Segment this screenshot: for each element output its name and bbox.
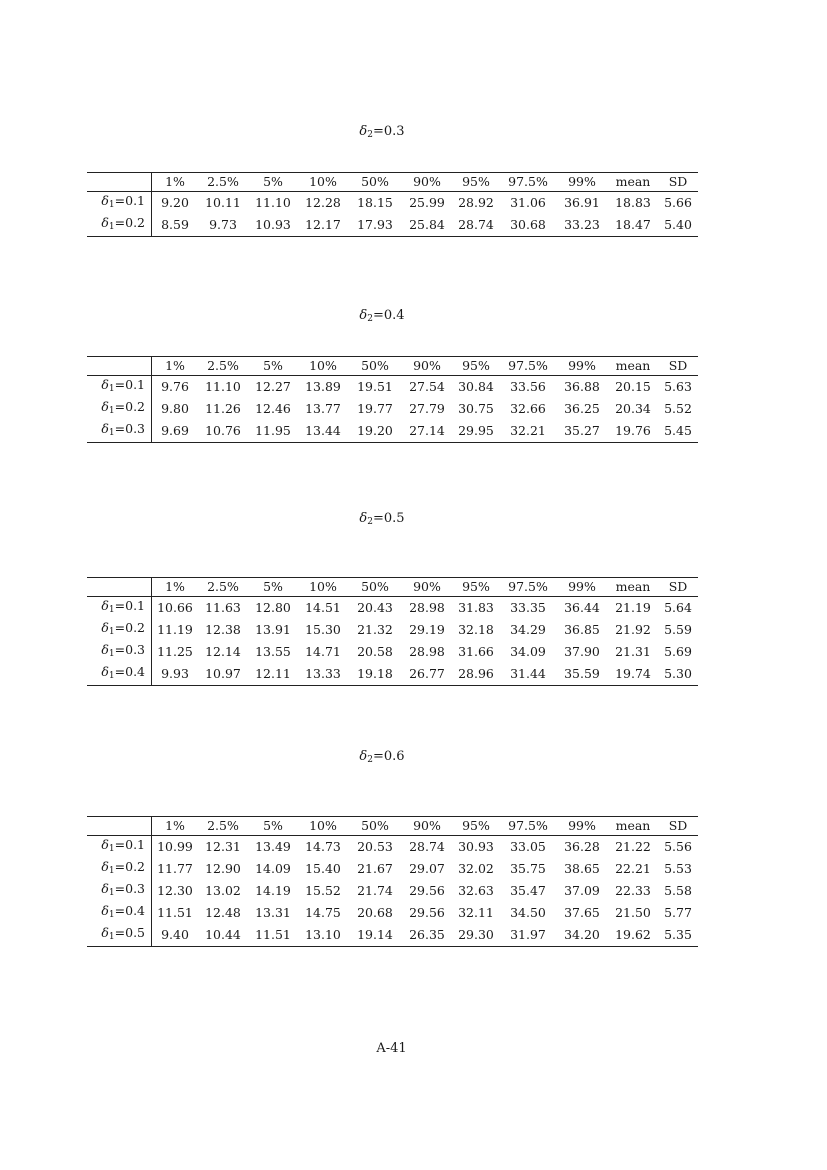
cell: 9.76	[161, 379, 189, 394]
table-title-delta2-0.3: $\delta_2=0.3$	[359, 124, 405, 140]
cell: 20.34	[615, 401, 651, 416]
col-header: 99%	[556, 817, 608, 836]
cell: 18.83	[615, 195, 651, 210]
cell: 13.89	[305, 379, 341, 394]
cell: 31.06	[510, 195, 546, 210]
cell: 35.27	[556, 420, 608, 443]
cell: 22.21	[615, 861, 651, 876]
row-label: δ1=0.1	[87, 376, 152, 399]
cell: 32.66	[510, 401, 546, 416]
cell: 12.46	[255, 401, 291, 416]
table-row	[87, 214, 698, 237]
col-header: SD	[658, 357, 698, 376]
cell: 21.67	[357, 861, 393, 876]
col-header: 10%	[298, 578, 348, 597]
cell: 36.28	[564, 839, 600, 854]
cell: 28.92	[458, 195, 494, 210]
cell: 28.74	[452, 214, 500, 237]
cell: 31.66	[458, 644, 494, 659]
cell: 25.99	[409, 195, 445, 210]
row-label-header	[87, 357, 152, 376]
row-label: δ1=0.2	[87, 619, 152, 641]
cell: 20.53	[357, 839, 393, 854]
cell: 32.63	[458, 883, 494, 898]
cell: 32.18	[458, 622, 494, 637]
cell: 37.09	[564, 883, 600, 898]
cell: 35.75	[510, 861, 546, 876]
cell: 36.85	[564, 622, 600, 637]
cell: 19.20	[348, 420, 402, 443]
table-row	[87, 398, 698, 420]
cell: 30.93	[458, 839, 494, 854]
table-row	[87, 663, 698, 686]
table-row	[87, 836, 698, 859]
cell: 11.51	[248, 924, 298, 947]
cell: 11.10	[255, 195, 291, 210]
col-header: 1%	[152, 357, 199, 376]
col-header: 95%	[452, 578, 500, 597]
col-header: SD	[658, 173, 698, 192]
quantile-table-delta2-0.6	[87, 816, 698, 947]
cell: 34.29	[510, 622, 546, 637]
table-title-delta2-0.4: $\delta_2=0.4$	[359, 308, 405, 324]
table-row	[87, 619, 698, 641]
cell: 27.14	[402, 420, 452, 443]
table-row	[87, 641, 698, 663]
cell: 20.68	[357, 905, 393, 920]
cell: 9.93	[152, 663, 199, 686]
cell: 14.51	[305, 600, 341, 615]
cell: 33.05	[510, 839, 546, 854]
cell: 33.56	[510, 379, 546, 394]
col-header: 10%	[298, 173, 348, 192]
table-title-delta2-0.6: $\delta_2=0.6$	[359, 749, 405, 765]
col-header: mean	[608, 817, 658, 836]
cell: 11.26	[205, 401, 241, 416]
cell: 20.58	[357, 644, 393, 659]
col-header: 10%	[298, 817, 348, 836]
cell: 18.15	[357, 195, 393, 210]
cell: 20.15	[615, 379, 651, 394]
cell: 21.50	[615, 905, 651, 920]
cell: 29.56	[409, 905, 445, 920]
table-row	[87, 858, 698, 880]
col-header: 97.5%	[500, 173, 556, 192]
cell: 21.22	[615, 839, 651, 854]
cell: 21.32	[357, 622, 393, 637]
col-header: mean	[608, 173, 658, 192]
cell: 31.44	[500, 663, 556, 686]
cell: 5.30	[658, 663, 698, 686]
cell: 12.14	[205, 644, 241, 659]
table-row	[87, 376, 698, 399]
cell: 19.62	[608, 924, 658, 947]
cell: 5.58	[664, 883, 692, 898]
row-label: δ1=0.3	[87, 880, 152, 902]
cell: 11.95	[248, 420, 298, 443]
table-row	[87, 902, 698, 924]
table-row	[87, 880, 698, 902]
row-label: δ1=0.2	[87, 398, 152, 420]
cell: 11.63	[205, 600, 241, 615]
cell: 28.98	[409, 600, 445, 615]
cell: 35.59	[556, 663, 608, 686]
col-header: 1%	[152, 578, 199, 597]
cell: 36.88	[564, 379, 600, 394]
cell: 26.35	[402, 924, 452, 947]
cell: 19.76	[608, 420, 658, 443]
cell: 12.27	[255, 379, 291, 394]
row-label-header	[87, 173, 152, 192]
cell: 29.95	[452, 420, 500, 443]
cell: 12.90	[205, 861, 241, 876]
cell: 13.31	[255, 905, 291, 920]
cell: 5.45	[658, 420, 698, 443]
col-header: 97.5%	[500, 357, 556, 376]
cell: 13.49	[255, 839, 291, 854]
col-header: 50%	[348, 817, 402, 836]
col-header: mean	[608, 578, 658, 597]
cell: 10.44	[198, 924, 248, 947]
row-label-header	[87, 578, 152, 597]
cell: 21.31	[615, 644, 651, 659]
col-header: 1%	[152, 817, 199, 836]
cell: 11.77	[157, 861, 193, 876]
cell: 33.23	[556, 214, 608, 237]
cell: 13.44	[298, 420, 348, 443]
row-label-header	[87, 817, 152, 836]
cell: 5.59	[664, 622, 692, 637]
cell: 5.69	[664, 644, 692, 659]
col-header: 90%	[402, 173, 452, 192]
col-header: mean	[608, 357, 658, 376]
cell: 12.30	[157, 883, 193, 898]
cell: 5.35	[658, 924, 698, 947]
cell: 15.30	[305, 622, 341, 637]
col-header: 95%	[452, 173, 500, 192]
cell: 12.38	[205, 622, 241, 637]
table-header-row	[87, 173, 698, 192]
cell: 36.25	[564, 401, 600, 416]
table-header-row	[87, 817, 698, 836]
cell: 13.33	[298, 663, 348, 686]
cell: 5.52	[664, 401, 692, 416]
cell: 10.97	[198, 663, 248, 686]
col-header: 99%	[556, 578, 608, 597]
quantile-table-delta2-0.3	[87, 172, 698, 237]
page-number: A-41	[376, 1041, 407, 1056]
col-header: 95%	[452, 817, 500, 836]
col-header: 90%	[402, 817, 452, 836]
col-header: 97.5%	[500, 578, 556, 597]
cell: 14.75	[305, 905, 341, 920]
cell: 19.51	[357, 379, 393, 394]
cell: 28.98	[409, 644, 445, 659]
table-header-row	[87, 357, 698, 376]
col-header: 95%	[452, 357, 500, 376]
cell: 33.35	[510, 600, 546, 615]
cell: 21.74	[357, 883, 393, 898]
cell: 27.79	[409, 401, 445, 416]
row-label: δ1=0.1	[87, 192, 152, 215]
row-label: δ1=0.2	[87, 858, 152, 880]
cell: 5.64	[664, 600, 692, 615]
col-header: 5%	[248, 173, 298, 192]
cell: 21.92	[615, 622, 651, 637]
cell: 22.33	[615, 883, 651, 898]
cell: 26.77	[402, 663, 452, 686]
col-header: 50%	[348, 578, 402, 597]
row-label: δ1=0.1	[87, 836, 152, 859]
col-header: SD	[658, 817, 698, 836]
cell: 28.74	[409, 839, 445, 854]
table-row	[87, 192, 698, 215]
cell: 14.73	[305, 839, 341, 854]
cell: 37.90	[564, 644, 600, 659]
row-label: δ1=0.2	[87, 214, 152, 237]
row-label: δ1=0.5	[87, 924, 152, 947]
cell: 14.19	[255, 883, 291, 898]
cell: 30.84	[458, 379, 494, 394]
cell: 12.28	[305, 195, 341, 210]
cell: 13.02	[205, 883, 241, 898]
cell: 32.11	[458, 905, 494, 920]
table-row	[87, 420, 698, 443]
col-header: 90%	[402, 578, 452, 597]
cell: 38.65	[564, 861, 600, 876]
cell: 10.93	[248, 214, 298, 237]
cell: 9.80	[161, 401, 189, 416]
col-header: 50%	[348, 173, 402, 192]
cell: 37.65	[564, 905, 600, 920]
cell: 31.97	[500, 924, 556, 947]
col-header: 2.5%	[198, 578, 248, 597]
cell: 27.54	[409, 379, 445, 394]
row-label: δ1=0.4	[87, 663, 152, 686]
cell: 34.50	[510, 905, 546, 920]
cell: 34.20	[556, 924, 608, 947]
col-header: 5%	[248, 578, 298, 597]
cell: 29.07	[409, 861, 445, 876]
cell: 9.40	[152, 924, 199, 947]
cell: 36.44	[564, 600, 600, 615]
cell: 10.99	[157, 839, 193, 854]
col-header: 2.5%	[198, 817, 248, 836]
col-header: 90%	[402, 357, 452, 376]
quantile-table-delta2-0.4	[87, 356, 698, 443]
cell: 9.20	[161, 195, 189, 210]
cell: 10.76	[198, 420, 248, 443]
cell: 12.48	[205, 905, 241, 920]
cell: 32.21	[500, 420, 556, 443]
cell: 13.55	[255, 644, 291, 659]
cell: 12.31	[205, 839, 241, 854]
cell: 5.53	[664, 861, 692, 876]
cell: 30.75	[458, 401, 494, 416]
cell: 29.30	[452, 924, 500, 947]
col-header: 50%	[348, 357, 402, 376]
cell: 11.25	[157, 644, 193, 659]
col-header: SD	[658, 578, 698, 597]
cell: 17.93	[348, 214, 402, 237]
col-header: 5%	[248, 357, 298, 376]
cell: 9.69	[152, 420, 199, 443]
cell: 12.17	[298, 214, 348, 237]
col-header: 10%	[298, 357, 348, 376]
col-header: 99%	[556, 357, 608, 376]
col-header: 1%	[152, 173, 199, 192]
row-label: δ1=0.3	[87, 641, 152, 663]
cell: 19.74	[608, 663, 658, 686]
cell: 14.71	[305, 644, 341, 659]
cell: 29.56	[409, 883, 445, 898]
row-label: δ1=0.3	[87, 420, 152, 443]
cell: 20.43	[357, 600, 393, 615]
cell: 11.51	[157, 905, 193, 920]
cell: 34.09	[510, 644, 546, 659]
col-header: 99%	[556, 173, 608, 192]
cell: 25.84	[402, 214, 452, 237]
cell: 12.80	[255, 600, 291, 615]
cell: 21.19	[615, 600, 651, 615]
cell: 15.52	[305, 883, 341, 898]
col-header: 5%	[248, 817, 298, 836]
cell: 15.40	[305, 861, 341, 876]
cell: 12.11	[248, 663, 298, 686]
cell: 18.47	[608, 214, 658, 237]
cell: 5.63	[664, 379, 692, 394]
cell: 32.02	[458, 861, 494, 876]
cell: 13.77	[305, 401, 341, 416]
cell: 19.18	[348, 663, 402, 686]
cell: 30.68	[500, 214, 556, 237]
cell: 13.91	[255, 622, 291, 637]
cell: 13.10	[298, 924, 348, 947]
cell: 10.11	[205, 195, 241, 210]
cell: 29.19	[409, 622, 445, 637]
cell: 8.59	[152, 214, 199, 237]
row-label: δ1=0.4	[87, 902, 152, 924]
cell: 11.10	[205, 379, 241, 394]
cell: 11.19	[157, 622, 193, 637]
cell: 5.66	[664, 195, 692, 210]
table-header-row	[87, 578, 698, 597]
cell: 5.77	[664, 905, 692, 920]
col-header: 2.5%	[198, 173, 248, 192]
quantile-table-delta2-0.5	[87, 577, 698, 686]
table-row	[87, 597, 698, 620]
table-row	[87, 924, 698, 947]
cell: 10.66	[157, 600, 193, 615]
cell: 5.56	[664, 839, 692, 854]
cell: 28.96	[452, 663, 500, 686]
row-label: δ1=0.1	[87, 597, 152, 620]
cell: 36.91	[564, 195, 600, 210]
cell: 31.83	[458, 600, 494, 615]
cell: 35.47	[510, 883, 546, 898]
table-title-delta2-0.5: $\delta_2=0.5$	[359, 511, 405, 527]
col-header: 97.5%	[500, 817, 556, 836]
cell: 5.40	[658, 214, 698, 237]
col-header: 2.5%	[198, 357, 248, 376]
cell: 14.09	[255, 861, 291, 876]
cell: 19.77	[357, 401, 393, 416]
cell: 9.73	[198, 214, 248, 237]
cell: 19.14	[348, 924, 402, 947]
